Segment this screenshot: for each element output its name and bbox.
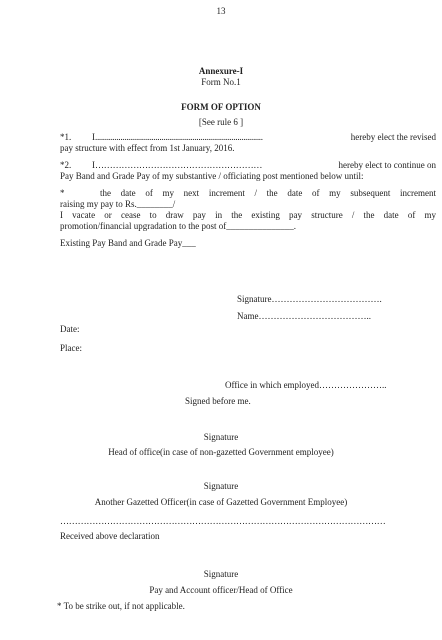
option-1-line-2: pay structure with effect from 1st January, 2016. <box>60 143 235 153</box>
option-2-lead: I <box>92 160 95 170</box>
option-2-line-2: Pay Band and Grade Pay of my substantive / officiating post mentioned below until: <box>60 171 364 181</box>
applicant-signature-line: Signature………………………………. <box>237 294 382 304</box>
sub-clause-star: * <box>60 188 65 198</box>
option-1-blank: ...................................................................................... <box>95 132 263 142</box>
option-2-sub-line-2: raising my pay to Rs.________/ <box>60 199 176 209</box>
annexure-title: Annexure-I <box>198 66 244 76</box>
option-1-lead: I <box>92 132 95 142</box>
option-2-sub-line-1 <box>60 188 436 199</box>
option-2-line-1 <box>60 160 436 171</box>
form-number: Form No.1 <box>201 77 241 87</box>
head-of-office-caption: Head of office(in case of non-gazetted Government employee) <box>108 447 334 457</box>
signature-label-gazetted-officer: Signature <box>203 481 239 491</box>
applicant-name-line: Name……………………………….. <box>237 311 371 321</box>
separator-dotted-line: ………………………………………………………………………………………………… <box>60 516 386 526</box>
option-1-marker: *1. <box>60 132 72 142</box>
option-2-text: hereby elect to continue on <box>338 160 436 170</box>
date-label: Date: <box>60 324 80 334</box>
option-2-sub-line-3: I vacate or cease to draw pay in the existing pay structure / the date of my <box>60 210 436 220</box>
option-2-sub-line-4: promotion/financial upgradation to the post of_______________. <box>60 221 296 231</box>
sub-clause-text-1: the date of my next increment / the date of my subsequent increment <box>100 188 436 198</box>
signature-label-pay-account-officer: Signature <box>203 569 239 579</box>
footnote: * To be strike out, if not applicable. <box>57 601 185 611</box>
office-employed-line: Office in which employed………………….. <box>225 380 387 390</box>
pay-account-officer-caption: Pay and Account officer/Head of Office <box>149 585 293 595</box>
received-declaration: Received above declaration <box>60 531 160 541</box>
existing-pay-band: Existing Pay Band and Grade Pay___ <box>60 238 196 248</box>
rule-reference: [See rule 6 ] <box>198 117 244 127</box>
place-label: Place: <box>60 343 82 353</box>
signature-label-head-of-office: Signature <box>203 432 239 442</box>
signed-before-me: Signed before me. <box>185 396 251 406</box>
option-1-text: hereby elect the revised <box>350 132 436 142</box>
option-2-marker: *2. <box>60 160 72 170</box>
option-2-blank: ………………………………………………… <box>95 160 263 170</box>
form-title: FORM OF OPTION <box>181 102 261 112</box>
gazetted-officer-caption: Another Gazetted Officer(in case of Gazetted Government Employee) <box>94 497 348 507</box>
page-number: 13 <box>216 6 226 16</box>
option-1-line-1 <box>60 132 436 143</box>
